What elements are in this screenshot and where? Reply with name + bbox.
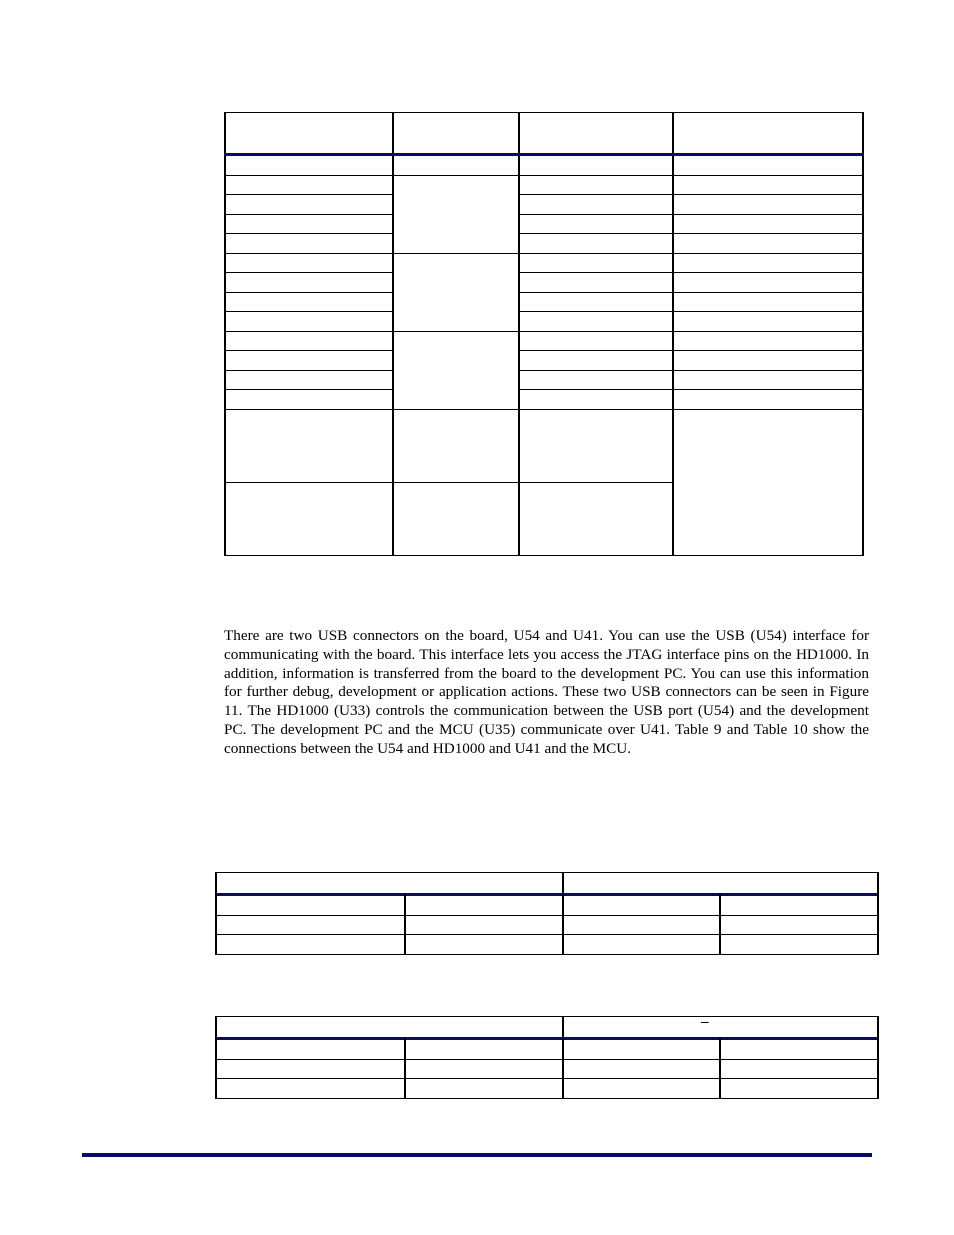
body-paragraph: There are two USB connectors on the board, U54 and U41. You can use the USB (U54) interface for communicating with the board. This interface lets you access the JTAG interface pins on the HD1000. In addition, information is transferred from the board to the development PC. You can use this information for further debug, development or application actions. These two USB connectors can be seen in Figure 11. The HD1000 (U33) controls the communication between the USB port (U54) and the development PC. The development PC and the MCU (U35) communicate over U41. Table 9 and Table 10 show the connections between the U54 and HD1000 and U41 and the MCU. <box>224 627 869 757</box>
table-10-header-mark: – <box>701 1014 709 1030</box>
usb-u41-table <box>215 1016 879 1100</box>
pin-table-top <box>224 112 864 557</box>
usb-u54-table <box>215 872 879 956</box>
footer-rule <box>82 1153 872 1157</box>
